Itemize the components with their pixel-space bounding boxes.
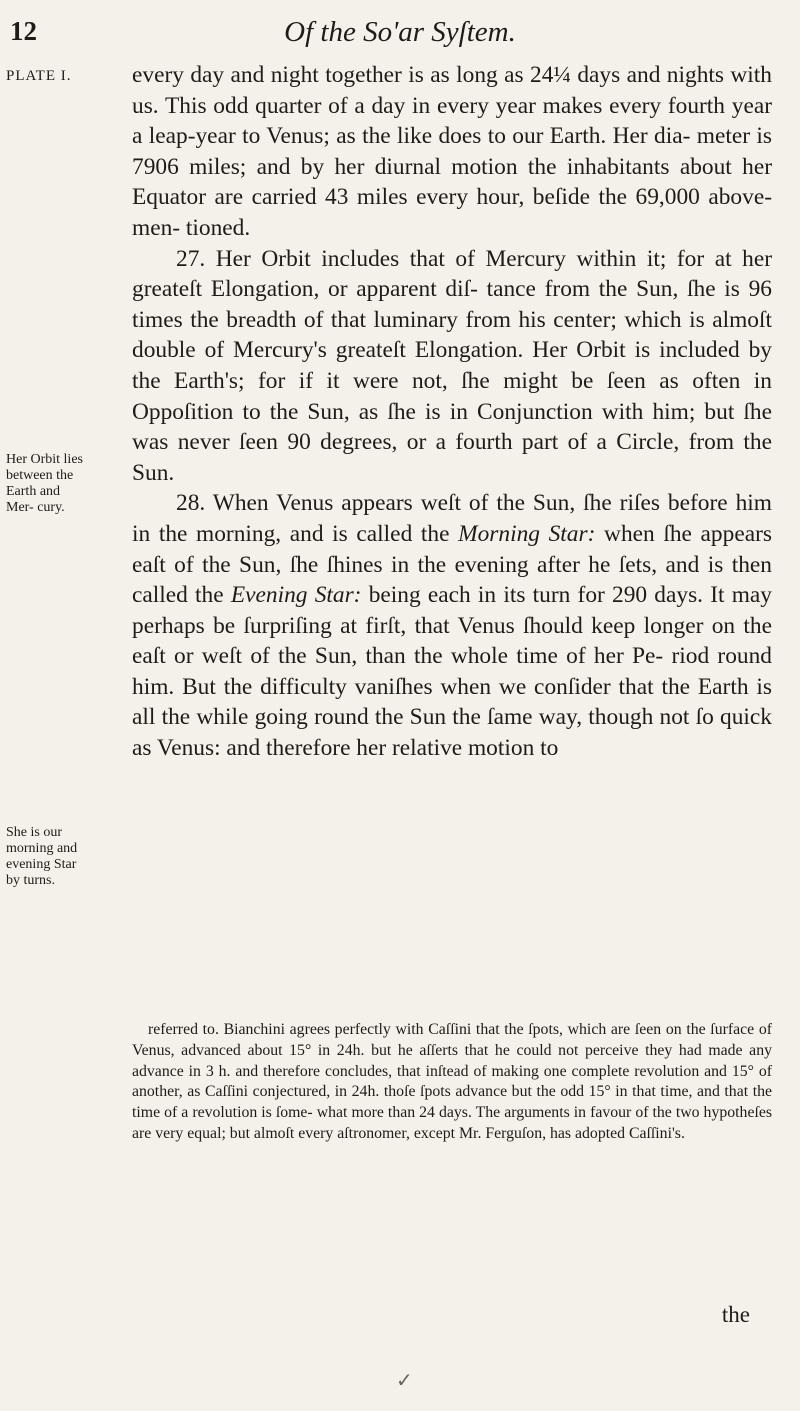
margin-note-orbit: Her Orbit lies between the Earth and Mer- cury. bbox=[6, 452, 83, 515]
plate-label: PLATE I. bbox=[6, 68, 72, 84]
page-number: 12 bbox=[10, 16, 37, 46]
margin-note-star: She is our morning and evening Star by turns. bbox=[6, 825, 78, 888]
main-text bbox=[132, 60, 772, 764]
check-mark: ✓ bbox=[396, 1370, 413, 1392]
evening-star-term: Evening Star: bbox=[230, 582, 362, 609]
paragraph-28-part-b: when ſhe appears eaſt of the Sun, ſhe ſhines in the evening after he ſets, and is then called the bbox=[132, 520, 772, 609]
running-title: Of the So'ar Syſtem. bbox=[284, 16, 516, 48]
paragraph-27: 27. Her Orbit includes that of Mercury within it; for at her greateſt Elongation, or apparent diſ- tance from the Sun, ſhe is 96 times the breadth of that luminary from his center; which is almoſt double of Mercury's greateſt Elongation. Her Orbit is included by the Earth's; for if it were not, ſhe might be ſeen as often in Oppoſition to the Sun, as ſhe is in Conjunction with him; but ſhe was never ſeen 90 degrees, or a fourth part of a Circle, from the Sun. bbox=[132, 245, 772, 486]
morning-star-term: Morning Star: bbox=[458, 520, 596, 547]
page-header bbox=[0, 16, 800, 66]
paragraph-28-part-a: 28. When Venus appears weſt of the Sun, ſhe riſes before him in the morning, and is called the bbox=[132, 490, 772, 547]
paragraph-28 bbox=[132, 488, 772, 763]
footnote: referred to. Bianchini agrees perfectly with Caſſini that the ſpots, which are ſeen on the ſurface of Venus, advanced about 15° in 24h. but he aſſerts that he could not perceive they had made any advance in 3 h. and therefore concludes, that inſtead of making one complete revolution and 15° of another, as Caſſini conjectured, in 24h. thoſe ſpots advance but the odd 15° in that time, and that the time of a revolution is ſome- what more than 24 days. The arguments in favour of the two hypotheſes are very equal; but almoſt every aſtronomer, except Mr. Ferguſon, has adopted Caſſini's. bbox=[132, 1021, 772, 1142]
paragraph-28-part-c: being each in its turn for 290 days. It may perhaps be ſurpriſing at firſt, that Venus ſhould keep longer on the eaſt or weſt of the Sun, than the whole time of her Pe- riod round him. But the difficulty vaniſhes when we conſider that the Earth is all the while going round the Sun the ſame way, though not ſo quick as Venus: and therefore her relative motion to bbox=[132, 582, 772, 762]
catchword: the bbox=[721, 1302, 750, 1327]
paragraph-1: every day and night together is as long as 24¼ days and nights with us. This odd quarter of a day in every year makes every fourth year a leap-year to Venus; as the like does to our Earth. Her dia- meter is 7906 miles; and by her diurnal motion the inhabitants about her Equator are carried 43 miles every hour, beſide the 69,000 above-men- tioned. bbox=[132, 62, 772, 241]
